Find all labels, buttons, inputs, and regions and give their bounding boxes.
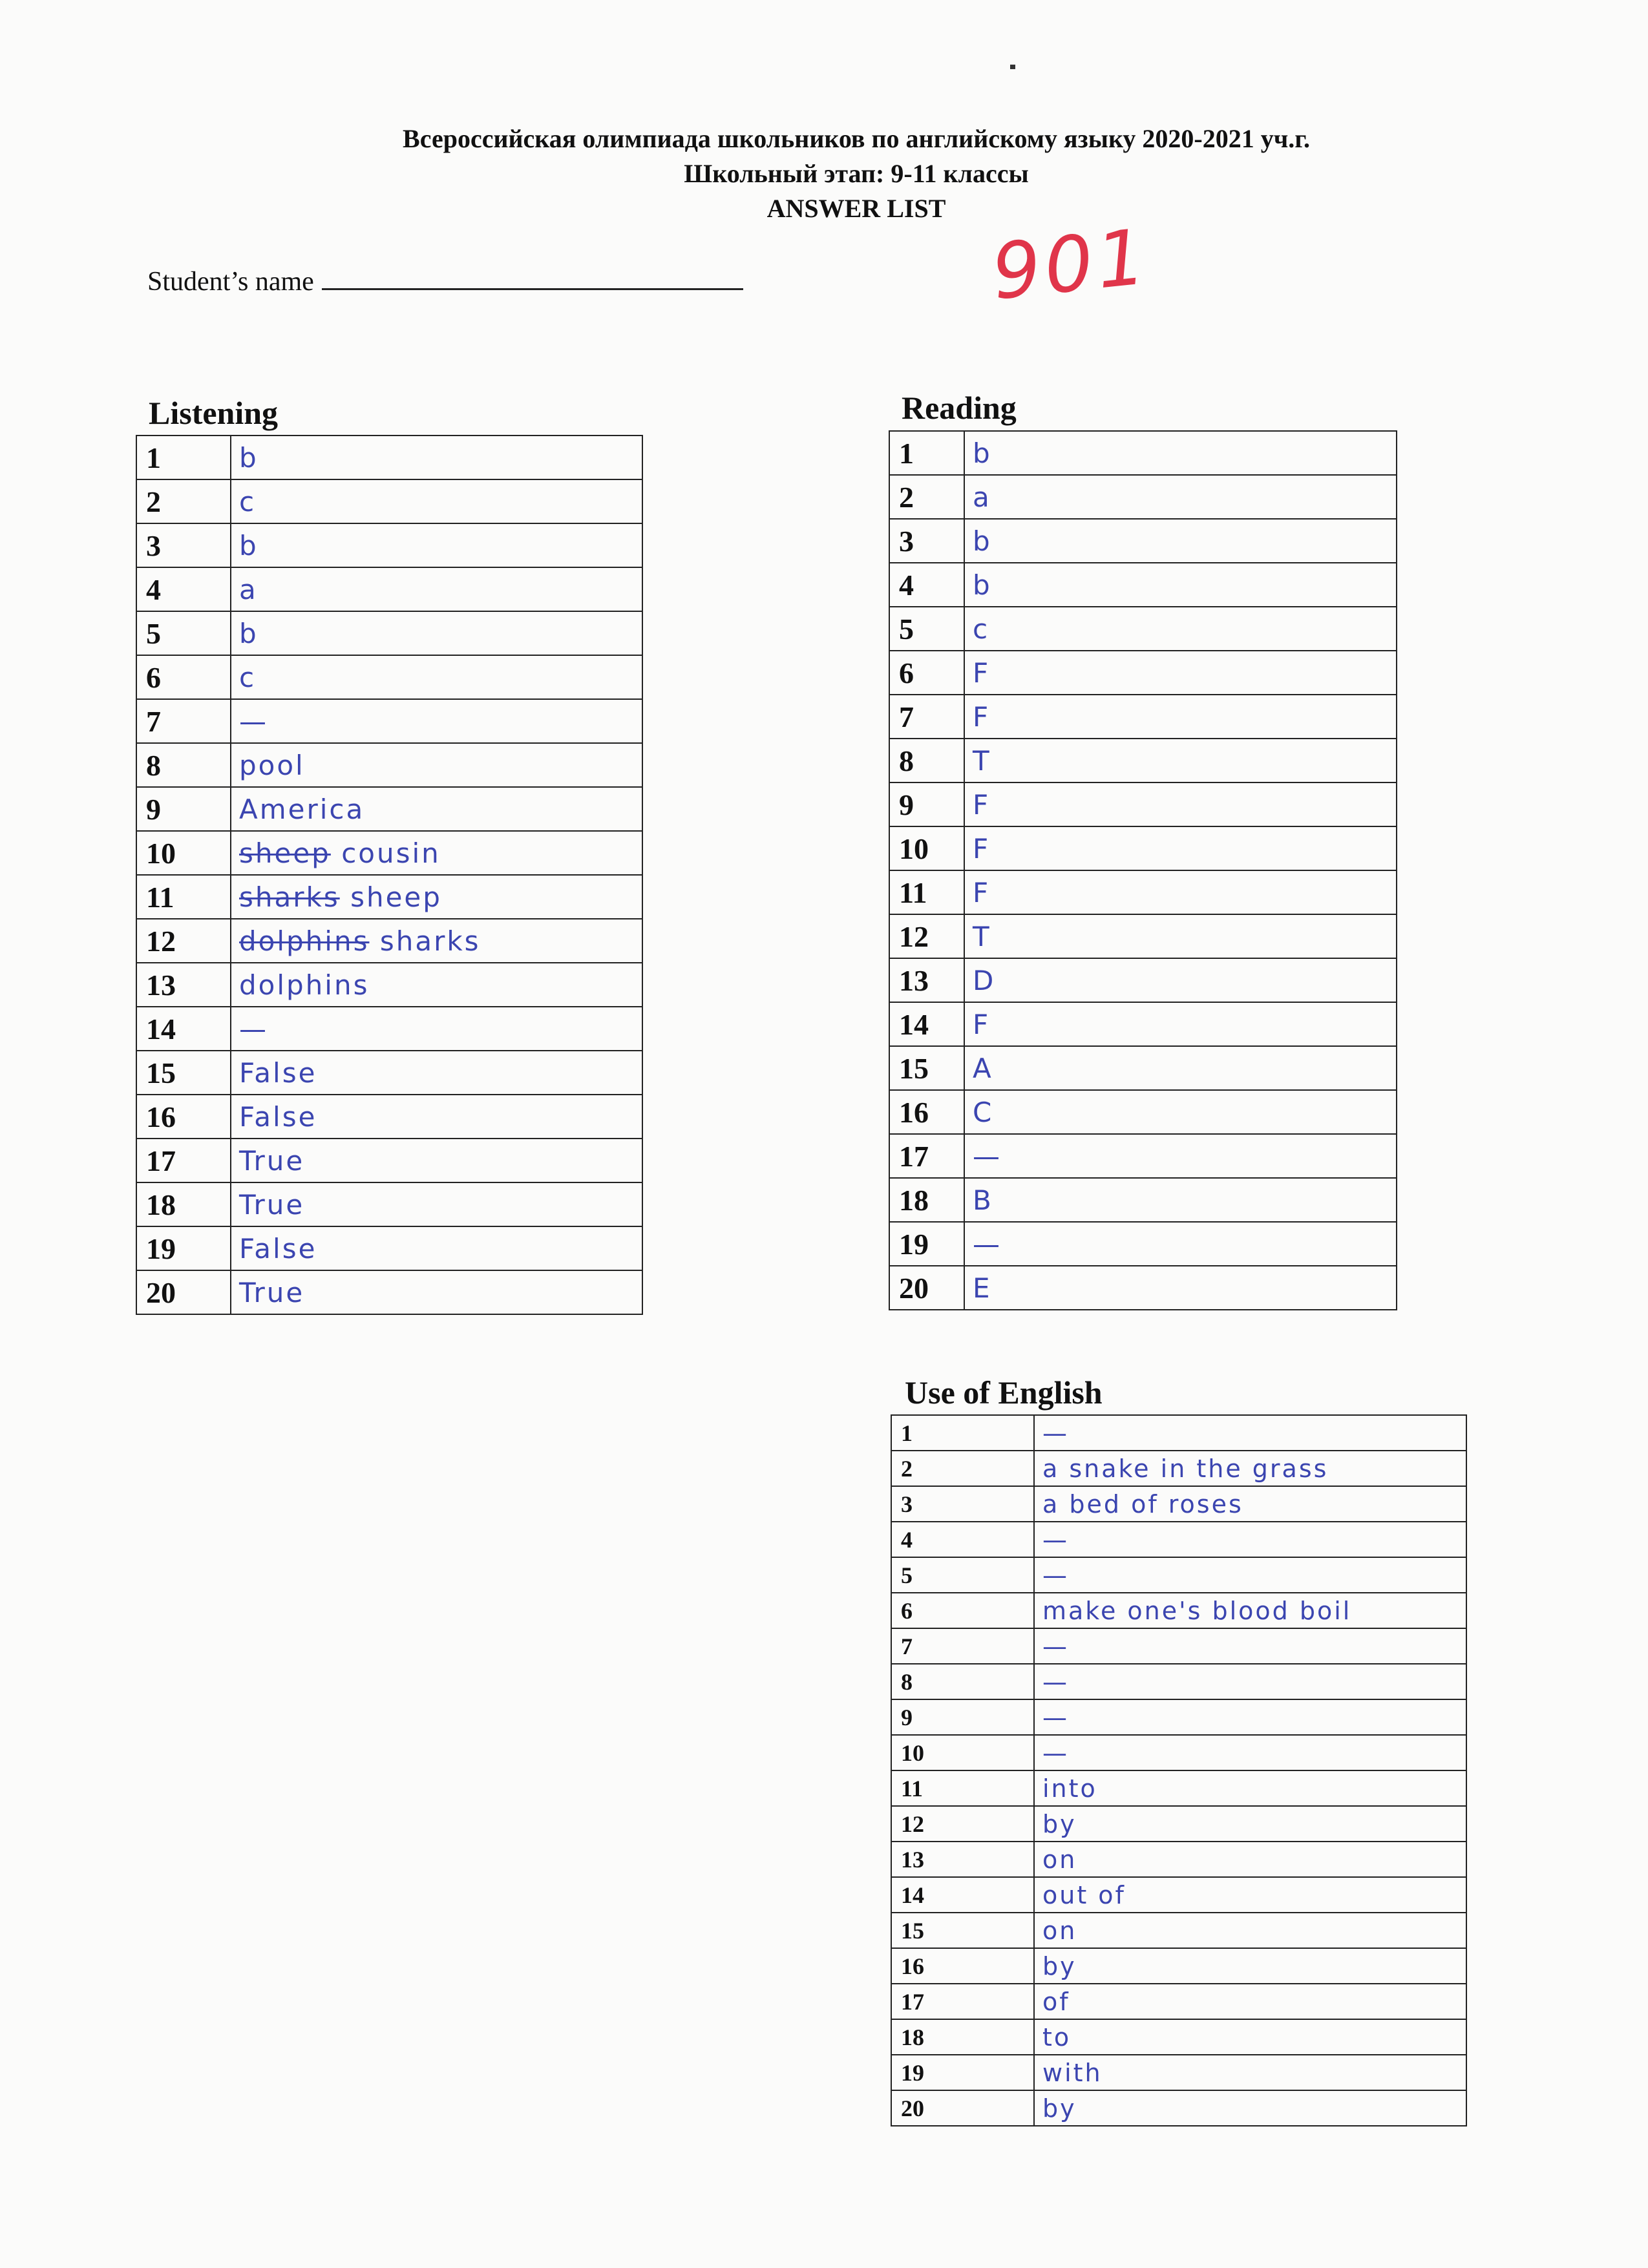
answer-text: C: [973, 1096, 994, 1128]
answer-text: cousin: [341, 837, 441, 869]
answer-text: c: [239, 661, 257, 693]
answer-row: [889, 1222, 1397, 1266]
question-number: 2: [891, 1451, 1034, 1486]
answer-row: [889, 826, 1397, 870]
question-number: 10: [891, 1735, 1034, 1770]
question-number: 14: [136, 1007, 231, 1051]
reading-table: [889, 430, 1397, 1310]
question-number: 16: [891, 1948, 1034, 1984]
question-number: 6: [889, 651, 964, 695]
answer-text: E: [973, 1272, 992, 1304]
handwritten-answer: [964, 695, 1397, 739]
handwritten-answer: [231, 1051, 642, 1095]
answer-text: b: [239, 441, 259, 474]
handwritten-answer: [231, 1095, 642, 1139]
question-number: 1: [889, 431, 964, 475]
answer-row: [889, 431, 1397, 475]
answer-row: [891, 1806, 1466, 1842]
handwritten-answer: [231, 479, 642, 523]
answer-text: to: [1042, 2022, 1072, 2052]
question-number: 11: [889, 870, 964, 914]
answer-text: by: [1042, 1809, 1077, 1838]
handwritten-answer: [1034, 2019, 1466, 2055]
question-number: 13: [136, 963, 231, 1007]
handwritten-answer: [964, 870, 1397, 914]
answer-text: b: [239, 617, 259, 649]
answer-row: [136, 1270, 642, 1314]
answer-text: F: [973, 832, 991, 865]
handwritten-answer: [231, 1139, 642, 1182]
question-number: 20: [889, 1266, 964, 1310]
answer-text: b: [973, 525, 992, 557]
answer-text: —: [1042, 1525, 1069, 1554]
answer-text: —: [1042, 1703, 1069, 1732]
answer-row: [891, 1877, 1466, 1913]
handwritten-answer: [231, 919, 642, 963]
question-number: 11: [136, 875, 231, 919]
answer-text: —: [239, 705, 268, 737]
answer-text: sheep: [350, 881, 442, 913]
question-number: 15: [891, 1913, 1034, 1948]
answer-row: [136, 1007, 642, 1051]
question-number: 11: [891, 1770, 1034, 1806]
answer-text: —: [1042, 1738, 1069, 1767]
handwritten-answer: [964, 607, 1397, 651]
answer-row: [136, 1051, 642, 1095]
question-number: 5: [136, 611, 231, 655]
answer-row: [136, 919, 642, 963]
stage-title: Школьный этап: 9-11 классы: [684, 159, 1029, 188]
question-number: 15: [136, 1051, 231, 1095]
answer-row: [891, 1557, 1466, 1593]
handwritten-answer: [1034, 1486, 1466, 1522]
answer-text: F: [973, 788, 991, 821]
answer-text: a bed of roses: [1042, 1489, 1243, 1518]
document-header: [0, 121, 1648, 226]
answer-row: [889, 607, 1397, 651]
answer-row: [136, 875, 642, 919]
question-number: 14: [889, 1002, 964, 1046]
question-number: 12: [889, 914, 964, 958]
question-number: 19: [889, 1222, 964, 1266]
handwritten-answer: [231, 1270, 642, 1314]
answer-text: dolphins: [239, 969, 370, 1001]
handwritten-answer: [231, 875, 642, 919]
question-number: 17: [889, 1134, 964, 1178]
answer-text: True: [239, 1188, 305, 1221]
answer-text: A: [973, 1052, 993, 1084]
answer-row: [136, 963, 642, 1007]
student-name-line: [322, 269, 743, 290]
answer-text: b: [239, 529, 259, 562]
student-name-label: Student’s name: [147, 267, 314, 297]
question-number: 4: [889, 563, 964, 607]
question-number: 3: [136, 523, 231, 567]
question-number: 4: [891, 1522, 1034, 1557]
question-number: 5: [891, 1557, 1034, 1593]
answer-text: False: [239, 1232, 317, 1265]
answer-row: [891, 1522, 1466, 1557]
handwritten-answer: [231, 567, 642, 611]
question-number: 9: [891, 1699, 1034, 1735]
question-number: 13: [889, 958, 964, 1002]
answer-row: [889, 782, 1397, 826]
answer-row: [136, 831, 642, 875]
handwritten-answer: [964, 782, 1397, 826]
handwritten-answer: [964, 1222, 1397, 1266]
handwritten-answer: [1034, 1451, 1466, 1486]
answer-row: [889, 1090, 1397, 1134]
handwritten-answer: [964, 1090, 1397, 1134]
question-number: 14: [891, 1877, 1034, 1913]
handwritten-answer: [1034, 1806, 1466, 1842]
handwritten-answer: [231, 831, 642, 875]
handwritten-answer: [964, 826, 1397, 870]
handwritten-answer: [964, 1002, 1397, 1046]
question-number: 10: [136, 831, 231, 875]
answer-text: on: [1042, 1845, 1077, 1874]
answer-row: [136, 1226, 642, 1270]
answer-row: [891, 1593, 1466, 1628]
answer-text: c: [239, 485, 257, 518]
answer-text: —: [239, 1013, 268, 1045]
answer-row: [891, 1451, 1466, 1486]
answer-row: [889, 1134, 1397, 1178]
answer-text: F: [973, 1008, 991, 1040]
answer-text: —: [1042, 1418, 1069, 1447]
answer-row: [889, 1046, 1397, 1090]
handwritten-answer: [1034, 1628, 1466, 1664]
question-number: 19: [136, 1226, 231, 1270]
handwritten-answer: [1034, 1593, 1466, 1628]
question-number: 2: [889, 475, 964, 519]
question-number: 17: [891, 1984, 1034, 2019]
answer-row: [889, 1002, 1397, 1046]
student-name-field: [147, 266, 743, 297]
answer-text: b: [973, 437, 992, 469]
answer-row: [136, 1095, 642, 1139]
reading-title: Reading: [902, 390, 1017, 426]
question-number: 16: [136, 1095, 231, 1139]
answer-text: of: [1042, 1987, 1070, 2016]
question-number: 12: [136, 919, 231, 963]
crossed-out-answer: sheep: [239, 837, 331, 869]
handwritten-answer: [231, 1226, 642, 1270]
answer-text: a: [973, 481, 991, 513]
answer-row: [889, 563, 1397, 607]
handwritten-answer: [1034, 1770, 1466, 1806]
question-number: 10: [889, 826, 964, 870]
answer-text: America: [239, 793, 365, 825]
answer-row: [891, 1948, 1466, 1984]
handwritten-answer: [1034, 1699, 1466, 1735]
answer-list-title: ANSWER LIST: [766, 194, 946, 223]
answer-row: [889, 958, 1397, 1002]
use-of-english-title: Use of English: [905, 1374, 1103, 1411]
question-number: 18: [889, 1178, 964, 1222]
answer-text: out of: [1042, 1880, 1126, 1909]
answer-row: [889, 695, 1397, 739]
handwritten-answer: [1034, 1842, 1466, 1877]
answer-text: with: [1042, 2058, 1103, 2087]
question-number: 20: [891, 2090, 1034, 2126]
answer-text: D: [973, 964, 996, 996]
scan-speck: [1010, 65, 1015, 69]
question-number: 9: [889, 782, 964, 826]
answer-text: a: [239, 573, 258, 605]
answer-text: make one's blood boil: [1042, 1596, 1352, 1625]
answer-text: F: [973, 656, 991, 689]
question-number: 20: [136, 1270, 231, 1314]
question-number: 6: [136, 655, 231, 699]
answer-row: [889, 1178, 1397, 1222]
handwritten-answer: [1034, 1664, 1466, 1699]
answer-text: into: [1042, 1774, 1097, 1803]
handwritten-answer: [231, 787, 642, 831]
handwritten-answer: [964, 914, 1397, 958]
answer-row: [889, 651, 1397, 695]
question-number: 13: [891, 1842, 1034, 1877]
question-number: 1: [891, 1415, 1034, 1451]
question-number: 4: [136, 567, 231, 611]
handwritten-answer: [1034, 1415, 1466, 1451]
answer-row: [889, 739, 1397, 782]
answer-text: on: [1042, 1916, 1077, 1945]
answer-row: [136, 787, 642, 831]
olympiad-title: Всероссийская олимпиада школьников по английскому языку 2020-2021 уч.г.: [403, 124, 1310, 153]
answer-row: [891, 1735, 1466, 1770]
handwritten-answer: [1034, 1984, 1466, 2019]
answer-text: by: [1042, 1951, 1077, 1980]
handwritten-answer: [1034, 2055, 1466, 2090]
question-number: 18: [891, 2019, 1034, 2055]
answer-row: [136, 611, 642, 655]
handwritten-answer: [1034, 1948, 1466, 1984]
answer-row: [136, 699, 642, 743]
handwritten-answer: [964, 475, 1397, 519]
answer-row: [136, 1182, 642, 1226]
question-number: 17: [136, 1139, 231, 1182]
handwritten-answer: [231, 743, 642, 787]
answer-row: [891, 2090, 1466, 2126]
answer-row: [891, 1664, 1466, 1699]
answer-text: F: [973, 700, 991, 733]
answer-text: a snake in the grass: [1042, 1454, 1329, 1483]
answer-row: [891, 1842, 1466, 1877]
handwritten-answer: [964, 1134, 1397, 1178]
answer-text: F: [973, 876, 991, 908]
answer-row: [889, 870, 1397, 914]
question-number: 15: [889, 1046, 964, 1090]
handwritten-answer: [1034, 1913, 1466, 1948]
answer-row: [891, 2055, 1466, 2090]
listening-table: [136, 435, 643, 1315]
answer-text: —: [973, 1228, 1002, 1260]
handwritten-answer: [964, 651, 1397, 695]
handwritten-answer: [964, 519, 1397, 563]
question-number: 7: [889, 695, 964, 739]
handwritten-answer: [231, 699, 642, 743]
question-number: 7: [136, 699, 231, 743]
answer-text: T: [973, 744, 991, 777]
question-number: 8: [891, 1664, 1034, 1699]
answer-text: sharks: [379, 925, 481, 957]
answer-text: B: [973, 1184, 993, 1216]
answer-row: [891, 1415, 1466, 1451]
handwritten-answer: [1034, 1735, 1466, 1770]
question-number: 12: [891, 1806, 1034, 1842]
answer-row: [891, 1699, 1466, 1735]
answer-text: True: [239, 1276, 305, 1308]
handwritten-answer: [231, 523, 642, 567]
handwritten-answer: [964, 431, 1397, 475]
answer-row: [136, 567, 642, 611]
handwritten-answer: [231, 611, 642, 655]
answer-row: [889, 1266, 1397, 1310]
answer-text: T: [973, 920, 991, 952]
answer-row: [891, 1913, 1466, 1948]
answer-row: [891, 1770, 1466, 1806]
question-number: 8: [889, 739, 964, 782]
handwritten-answer: [1034, 2090, 1466, 2126]
handwritten-answer: [1034, 1522, 1466, 1557]
answer-text: —: [973, 1140, 1002, 1172]
handwritten-answer: [964, 563, 1397, 607]
handwritten-answer: [231, 1182, 642, 1226]
question-number: 8: [136, 743, 231, 787]
handwritten-answer: [964, 1266, 1397, 1310]
answer-text: —: [1042, 1560, 1069, 1590]
crossed-out-answer: sharks: [239, 881, 340, 913]
question-number: 2: [136, 479, 231, 523]
answer-text: —: [1042, 1667, 1069, 1696]
handwritten-answer: [964, 1178, 1397, 1222]
answer-row: [136, 743, 642, 787]
answer-row: [136, 1139, 642, 1182]
answer-row: [889, 914, 1397, 958]
handwritten-answer: [231, 436, 642, 479]
answer-row: [136, 523, 642, 567]
answer-text: c: [973, 613, 990, 645]
answer-text: True: [239, 1144, 305, 1177]
answer-text: pool: [239, 749, 305, 781]
handwritten-answer: [964, 958, 1397, 1002]
handwritten-answer: [231, 963, 642, 1007]
answer-text: by: [1042, 2094, 1077, 2123]
question-number: 1: [136, 436, 231, 479]
question-number: 5: [889, 607, 964, 651]
handwritten-answer: [964, 739, 1397, 782]
question-number: 9: [136, 787, 231, 831]
answer-text: False: [239, 1100, 317, 1133]
answer-row: [889, 519, 1397, 563]
handwritten-answer: [231, 655, 642, 699]
question-number: 19: [891, 2055, 1034, 2090]
question-number: 3: [891, 1486, 1034, 1522]
answer-row: [891, 1486, 1466, 1522]
handwritten-answer: [1034, 1877, 1466, 1913]
handwritten-answer: [964, 1046, 1397, 1090]
listening-title: Listening: [149, 395, 279, 431]
answer-row: [889, 475, 1397, 519]
answer-row: [136, 655, 642, 699]
handwritten-answer: [231, 1007, 642, 1051]
answer-text: False: [239, 1056, 317, 1089]
use-of-english-table: [891, 1414, 1467, 2126]
answer-row: [136, 436, 642, 479]
answer-row: [891, 2019, 1466, 2055]
question-number: 18: [136, 1182, 231, 1226]
question-number: 6: [891, 1593, 1034, 1628]
question-number: 16: [889, 1090, 964, 1134]
answer-row: [136, 479, 642, 523]
answer-text: b: [973, 569, 992, 601]
question-number: 3: [889, 519, 964, 563]
answer-row: [891, 1984, 1466, 2019]
answer-row: [891, 1628, 1466, 1664]
question-number: 7: [891, 1628, 1034, 1664]
answer-text: —: [1042, 1632, 1069, 1661]
crossed-out-answer: dolphins: [239, 925, 370, 957]
handwritten-answer: [1034, 1557, 1466, 1593]
grade-mark: 901: [988, 211, 1154, 317]
